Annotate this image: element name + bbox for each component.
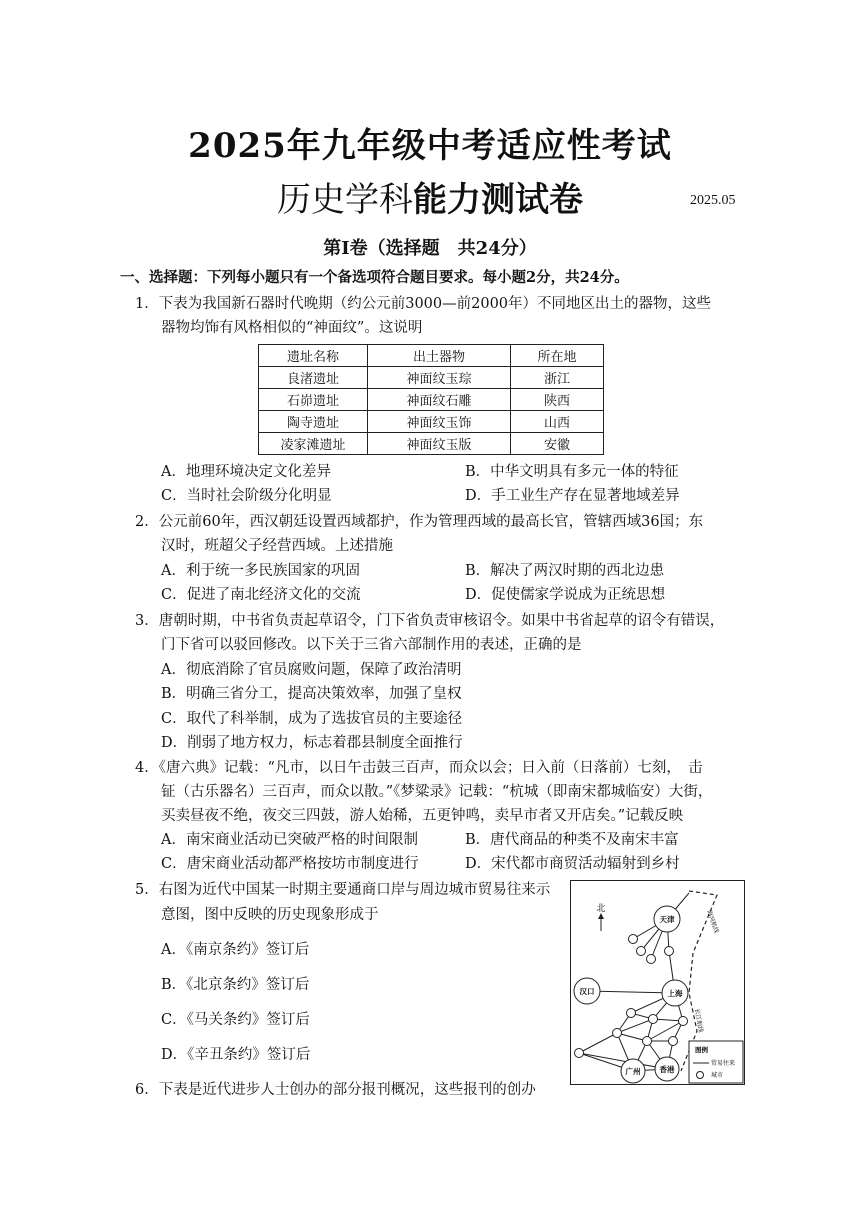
instruction: 一、选择题：下列每小题只有一个备选项符合题目要求。每小题2分，共24分。 (120, 269, 629, 286)
q1-option-a: A．地理环境决定文化差异 (161, 464, 331, 480)
table-header: 遗址名称 (259, 345, 368, 367)
q2-option-b: B．解决了两汉时期的西北边患 (465, 563, 665, 579)
q5-stem-line2: 意图，图中反映的历史现象形成于 (161, 907, 379, 923)
table-cell: 凌家滩遗址 (259, 433, 368, 455)
q4-option-a: A．南宋商业活动已突破严格的时间限制 (161, 832, 418, 848)
q1-stem-line2: 器物均饰有风格相似的“神面纹”。这说明 (161, 320, 423, 336)
q5-option-b: B．《北京条约》签订后 (161, 977, 310, 993)
table-row (259, 389, 604, 411)
q2-option-d: D．促使儒家学说成为正统思想 (465, 587, 666, 603)
city-label-shanghai: 上海 (667, 989, 683, 998)
section-heading: 第Ⅰ卷（选择题 共24分） (323, 238, 537, 259)
route-label-north: 海河航线 (705, 909, 720, 935)
city-label-guangzhou: 广州 (625, 1067, 641, 1076)
q1-stem-line1: 1．下表为我国新石器时代晚期（约公元前3000—前2000年）不同地区出土的器物，这些 (135, 296, 712, 312)
q2-stem-line1: 2．公元前60年，西汉朝廷设置西域都护，作为管理西域的最高长官，管辖西域36国；东 (135, 514, 704, 530)
q3-stem-line1: 3．唐朝时期，中书省负责起草诏令，门下省负责审核诏令。如果中书省起草的诏令有错误， (135, 613, 725, 629)
q4-option-d: D．宋代都市商贸活动辐射到乡村 (465, 856, 680, 872)
q1-option-d: D．手工业生产存在显著地域差异 (465, 488, 680, 504)
city-label-hongkong: 香港 (659, 1065, 675, 1074)
table-cell: 陕西 (511, 389, 604, 411)
q4-stem-line1: 4．《唐六典》记载：“凡市，以日午击鼓三百声，而众以会；日入前（日落前）七刻， 击 (135, 760, 703, 776)
legend-city-label: 城市 (711, 1072, 724, 1079)
table-row (259, 433, 604, 455)
q5-stem-line1: 5．右图为近代中国某一时期主要通商口岸与周边城市贸易往来示 (135, 882, 551, 898)
table-cell: 山西 (511, 411, 604, 433)
table-cell: 神面纹石雕 (368, 389, 511, 411)
q3-option-c: C．取代了科举制，成为了选拔官员的主要途径 (161, 711, 463, 727)
q4-option-b: B．唐代商品的种类不及南宋丰富 (465, 832, 679, 848)
q3-stem-line2: 门下省可以驳回修改。以下关于三省六部制作用的表述，正确的是 (161, 637, 582, 653)
table-cell: 神面纹玉版 (368, 433, 511, 455)
city-label-tianjin: 天津 (659, 915, 675, 924)
q1-option-b: B．中华文明具有多元一体的特征 (465, 464, 679, 480)
legend-trade-label: 贸易往来 (711, 1060, 736, 1067)
q4-stem-line3: 买卖昼夜不绝，夜交三四鼓，游人始稀，五更钟鸣，卖早市者又开店矣。”记载反映 (161, 808, 684, 824)
table-header: 所在地 (511, 345, 604, 367)
legend-city-marker (697, 1072, 704, 1079)
q2-option-a: A．利于统一多民族国家的巩固 (161, 563, 360, 579)
subtitle-normal: 历史学科 (277, 180, 413, 220)
q5-option-c: C．《马关条约》签订后 (161, 1012, 310, 1028)
subtitle-bold: 能力测试卷 (413, 180, 583, 220)
trade-map-svg (571, 881, 744, 1084)
q1-option-c: C．当时社会阶级分化明显 (161, 488, 332, 504)
q1-table (258, 344, 604, 455)
exam-title: 2025年九年级中考适应性考试 (188, 126, 672, 166)
q3-option-a: A．彻底消除了官员腐败问题，保障了政治清明 (161, 662, 462, 678)
city-label-hankou: 汉口 (579, 987, 595, 996)
q6-stem-line1: 6．下表是近代进步人士创办的部分报刊概况，这些报刊的创办 (135, 1082, 536, 1098)
table-row (259, 411, 604, 433)
table-cell: 神面纹玉琮 (368, 367, 511, 389)
trade-map (570, 880, 745, 1085)
q3-option-d: D．削弱了地方权力，标志着郡县制度全面推行 (161, 735, 463, 751)
table-header: 出土器物 (368, 345, 511, 367)
q4-stem-line2: 钲（古乐器名）三百声，而众以散。”《梦粱录》记载：“杭城（即南宋都城临安）大街， (161, 784, 713, 800)
table-row (259, 367, 604, 389)
table-cell: 石峁遗址 (259, 389, 368, 411)
table-header-row (259, 345, 604, 367)
exam-date: 2025.05 (690, 193, 736, 208)
q2-option-c: C．促进了南北经济文化的交流 (161, 587, 361, 603)
q4-option-c: C．唐宋商业活动都严格按坊市制度进行 (161, 856, 419, 872)
q5-option-a: A．《南京条约》签订后 (161, 942, 310, 958)
table-cell: 陶寺遗址 (259, 411, 368, 433)
table-cell: 浙江 (511, 367, 604, 389)
q5-option-d: D．《辛丑条约》签订后 (161, 1047, 311, 1063)
route-label-south: 长江航线 (693, 1008, 705, 1033)
q2-stem-line2: 汉时，班超父子经营西域。上述措施 (161, 538, 393, 554)
north-label: 北 (596, 904, 606, 914)
q3-option-b: B．明确三省分工，提高决策效率，加强了皇权 (161, 686, 462, 702)
table-cell: 神面纹玉饰 (368, 411, 511, 433)
table-cell: 安徽 (511, 433, 604, 455)
legend-title: 图例 (695, 1046, 708, 1054)
table-cell: 良渚遗址 (259, 367, 368, 389)
